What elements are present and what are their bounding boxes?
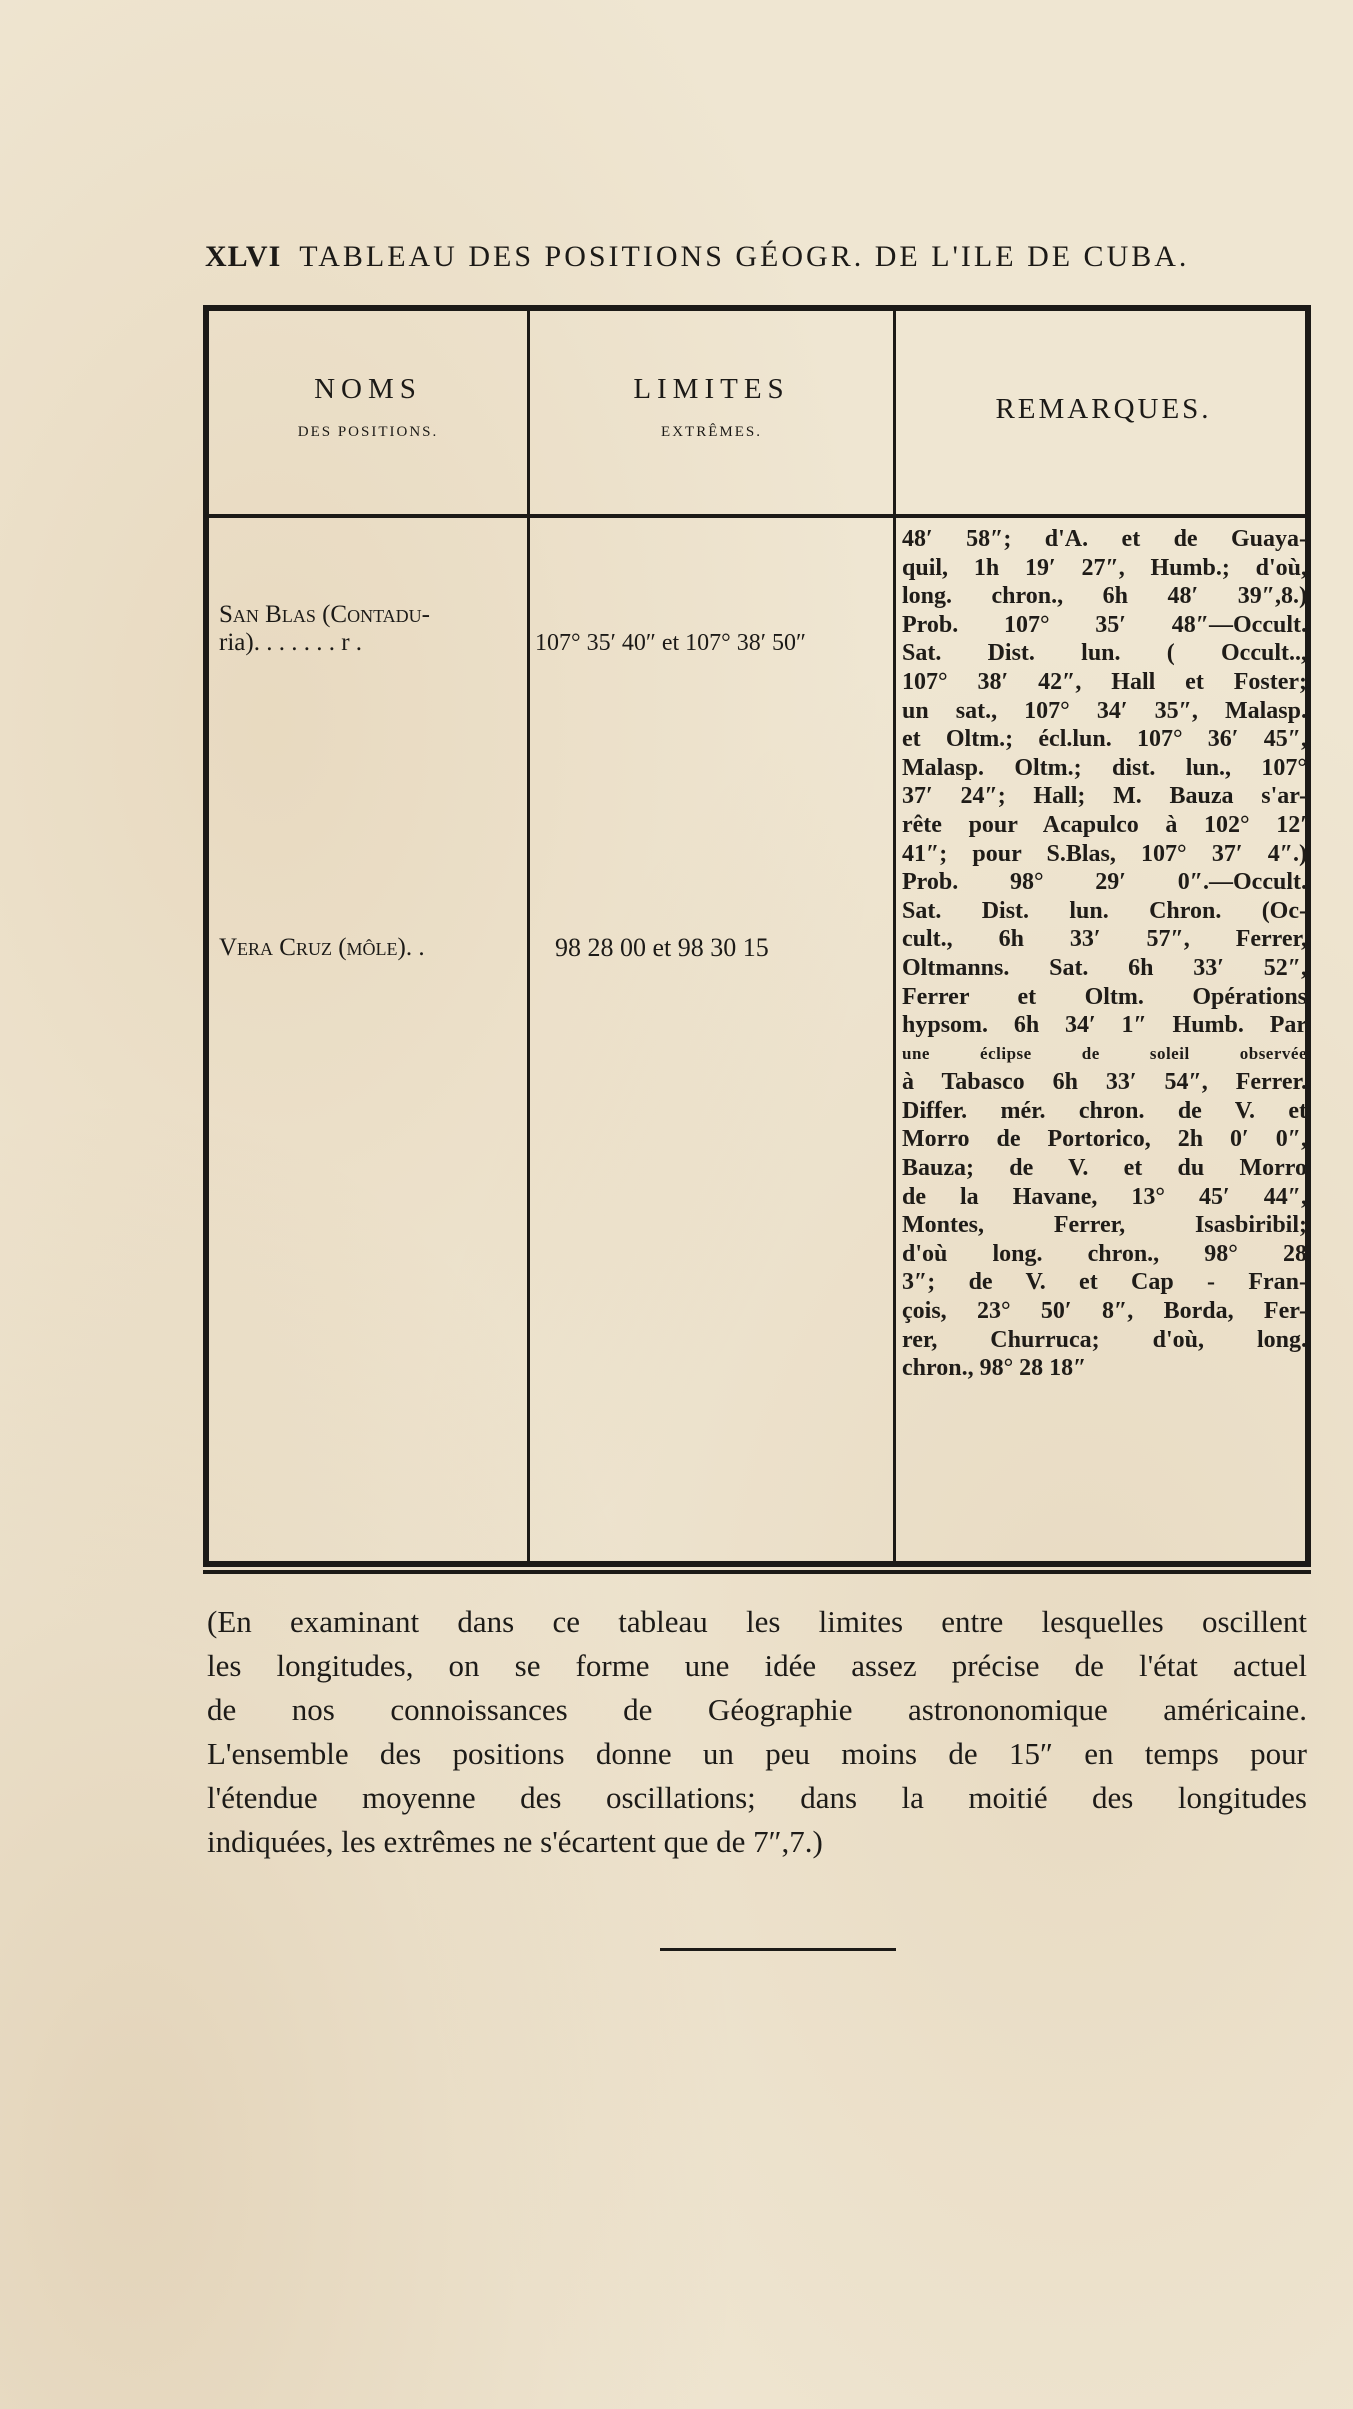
paragraph-line: de nos connoissances de Géographie astrononomique américaine. <box>207 1692 1307 1727</box>
column-header-limits <box>530 311 893 511</box>
remark-line: Malasp. Oltm.; dist. lun., 107° <box>902 754 1307 781</box>
remark-line: Ferrer et Oltm. Opérations <box>902 983 1307 1010</box>
remark-line: Prob. 98° 29′ 0″.—Occult. <box>902 869 1307 896</box>
paragraph-line: indiquées, les extrêmes ne s'écartent que de 7″,7.) <box>207 1824 823 1859</box>
paragraph-line: les longitudes, on se forme une idée assez précise de l'état actuel <box>207 1648 1307 1683</box>
remark-line: Oltmanns. Sat. 6h 33′ 52″, <box>902 954 1307 981</box>
column-subtitle: EXTRÊMES. <box>661 424 762 440</box>
remark-line: quil, 1h 19′ 27″, Humb.; d'où, <box>902 554 1307 581</box>
running-title: TABLEAU DES POSITIONS GÉOGR. DE L'ILE DE CUBA. <box>299 240 1190 273</box>
page-number: XLVI <box>205 240 282 273</box>
remark-line: Sat. Dist. lun. Chron. (Oc- <box>902 897 1307 924</box>
remark-line: çois, 23° 50′ 8″, Borda, Fer- <box>902 1298 1307 1325</box>
remark-line: rête pour Acapulco à 102° 12′ <box>902 811 1307 838</box>
remark-line: 37′ 24″; Hall; M. Bauza s'ar- <box>902 783 1307 810</box>
position-name-continued: ria). . . . . . . r . <box>219 629 363 656</box>
column-header-remarks <box>896 311 1311 511</box>
remark-line: Prob. 107° 35′ 48″—Occult. <box>902 611 1307 638</box>
section-end-rule <box>660 1948 896 1951</box>
closing-paragraph <box>207 1600 1307 1864</box>
paragraph-line: L'ensemble des positions donne un peu moins de 15″ en temps pour <box>207 1736 1307 1771</box>
remark-line: et Oltm.; écl.lun. 107° 36′ 45″, <box>902 726 1307 753</box>
column-header-names <box>209 311 527 511</box>
remark-line: un sat., 107° 34′ 35″, Malasp. <box>902 697 1307 724</box>
position-limits: 98 28 00 et 98 30 15 <box>555 933 769 962</box>
paragraph-line: (En examinant dans ce tableau les limites entre lesquelles oscillent <box>207 1604 1307 1639</box>
remark-line: une éclipse de soleil observée <box>902 1043 1307 1063</box>
remark-line: hypsom. 6h 34′ 1″ Humb. Par <box>902 1012 1307 1039</box>
position-name: Vera Cruz (môle). . <box>219 934 425 961</box>
remark-line: long. chron., 6h 48′ 39″,8.) <box>902 583 1307 610</box>
page-header <box>205 240 1265 274</box>
remark-line: 41″; pour S.Blas, 107° 37′ 4″.) <box>902 840 1307 867</box>
remark-line: d'où long. chron., 98° 28 <box>902 1240 1307 1267</box>
remark-line: Sat. Dist. lun. ( Occult.., <box>902 640 1307 667</box>
table-bottom-rule <box>203 1570 1311 1574</box>
position-limits: 107° 35′ 40″ et 107° 38′ 50″ <box>535 630 807 656</box>
remark-line: Morro de Portorico, 2h 0′ 0″, <box>902 1126 1307 1153</box>
column-title: NOMS <box>314 373 422 405</box>
remark-line: 48′ 58″; d'A. et de Guaya- <box>902 526 1307 552</box>
header-separator <box>209 514 1305 518</box>
remark-line: à Tabasco 6h 33′ 54″, Ferrer. <box>902 1069 1307 1096</box>
remark-line: Differ. mér. chron. de V. et <box>902 1097 1307 1124</box>
remark-line: rer, Churruca; d'où, long. <box>902 1326 1307 1353</box>
column-title: LIMITES <box>633 373 790 405</box>
position-name: San Blas (Contadu- <box>219 601 430 628</box>
column-subtitle: DES POSITIONS. <box>297 424 439 440</box>
remark-line: de la Havane, 13° 45′ 44″, <box>902 1183 1307 1210</box>
remarks-column <box>902 525 1307 1383</box>
remark-line: cult., 6h 33′ 57″, Ferrer, <box>902 926 1307 953</box>
remark-line: 3″; de V. et Cap - Fran- <box>902 1269 1307 1296</box>
remark-line: Montes, Ferrer, Isasbiribil; <box>902 1212 1307 1239</box>
column-title: REMARQUES. <box>995 393 1212 425</box>
positions-table <box>203 305 1311 1567</box>
remark-line: chron., 98° 28 18″ <box>902 1355 1087 1382</box>
remark-line: Bauza; de V. et du Morro <box>902 1155 1307 1182</box>
paragraph-line: l'étendue moyenne des oscillations; dans la moitié des longitudes <box>207 1780 1307 1815</box>
remark-line: 107° 38′ 42″, Hall et Foster; <box>902 668 1307 695</box>
